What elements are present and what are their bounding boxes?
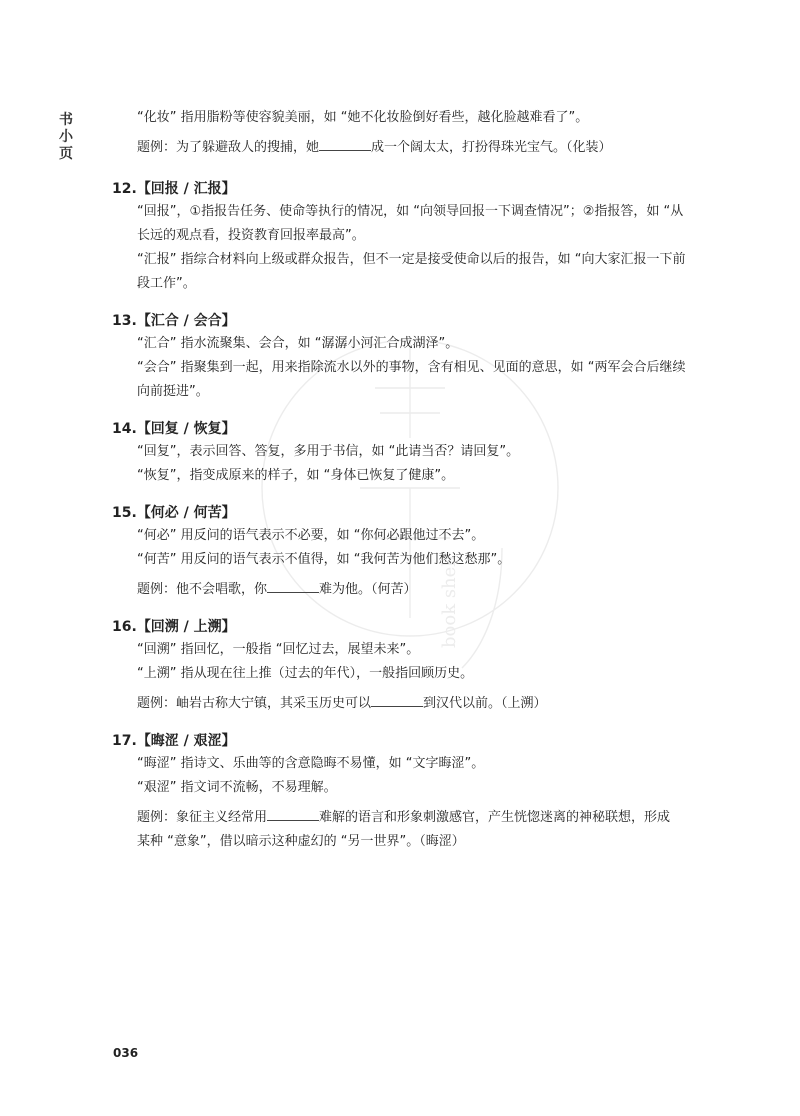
example-text: 成一个阔太太，打扮得珠光宝气。（化装）: [371, 140, 612, 155]
example-text: 到汉代以前。（上溯）: [423, 696, 547, 711]
main-content: [112, 106, 692, 854]
entry-line: 长远的观点看，投资教育回报率最高”。: [137, 228, 365, 243]
entry-heading: [112, 418, 692, 440]
entry-title: 【回报 / 汇报】: [136, 181, 236, 197]
logo-char: 书: [59, 112, 73, 128]
entry-line: “恢复”，指变成原来的样子，如 “身体已恢复了健康”。: [137, 468, 455, 483]
entry-heading: [112, 310, 692, 332]
entry-example: [112, 806, 692, 830]
page-number: 036: [113, 1046, 139, 1060]
example-text: 题例：象征主义经常用: [137, 810, 268, 825]
entry-example-line: 某种 “意象”，借以暗示这种虚幻的 “另一世界”。（晦涩）: [137, 834, 465, 849]
entry-14: [112, 418, 692, 488]
entry-line: “汇合” 指水流聚集、会合，如 “潺潺小河汇合成湖泽”。: [137, 336, 459, 351]
fill-blank: [371, 693, 423, 707]
watermark-text: book shelf: [439, 554, 460, 648]
fill-blank: [267, 579, 319, 593]
entry-line: “何苦” 用反问的语气表示不值得，如 “我何苦为他们愁这愁那”。: [137, 552, 511, 567]
entry-title: 【回溯 / 上溯】: [136, 619, 236, 635]
logo-char: 页: [59, 146, 73, 162]
entry-line: “回溯” 指回忆，一般指 “回忆过去，展望未来”。: [137, 642, 420, 657]
entry-15: [112, 502, 692, 602]
entry-example: [112, 578, 692, 602]
entry-line: “回复”，表示回答、答复，多用于书信，如 “此请当否？请回复”。: [137, 444, 520, 459]
entry-line: 向前挺进”。: [137, 384, 209, 399]
fill-blank: [319, 137, 371, 151]
entry-line: “艰涩” 指文词不流畅，不易理解。: [137, 780, 337, 795]
entry-line: “会合” 指聚集到一起，用来指除流水以外的事物，含有相见、见面的意思，如 “两军会合后继续: [137, 360, 686, 375]
entry-heading: [112, 178, 692, 200]
entry-number: 15.: [112, 505, 137, 521]
example-text: 题例：他不会唱歌，你: [137, 582, 268, 597]
brand-logo: [56, 112, 76, 163]
entry-line: “汇报” 指综合材料向上级或群众报告，但不一定是接受使命以后的报告，如 “向大家汇报一下前: [137, 252, 686, 267]
entry-line: “回报”，①指报告任务、使命等执行的情况，如 “向领导回报一下调查情况”；②指报答，如 “从: [137, 204, 684, 219]
entry-example: [112, 692, 692, 716]
entry-title: 【晦涩 / 艰涩】: [136, 733, 236, 749]
entry-13: [112, 310, 692, 404]
entry-number: 12.: [112, 181, 137, 197]
entry-title: 【汇合 / 会合】: [136, 313, 236, 329]
example-text: 难为他。（何苦）: [319, 582, 417, 597]
entry-17: [112, 730, 692, 854]
example-text: 难解的语言和形象刺激感官，产生恍惚迷离的神秘联想，形成: [319, 810, 671, 825]
example-text: 题例：为了躲避敌人的搜捕，她: [137, 140, 320, 155]
intro-line: “化妆” 指用脂粉等使容貌美丽，如 “她不化妆脸倒好看些，越化脸越难看了”。: [137, 110, 589, 125]
entry-heading: [112, 730, 692, 752]
entry-12: [112, 178, 692, 296]
entry-heading: [112, 502, 692, 524]
example-text: 题例：岫岩古称大宁镇，其采玉历史可以: [137, 696, 372, 711]
fill-blank: [267, 807, 319, 821]
intro-example: [112, 136, 692, 160]
entry-title: 【回复 / 恢复】: [136, 421, 236, 437]
entry-line: “晦涩” 指诗文、乐曲等的含意隐晦不易懂，如 “文字晦涩”。: [137, 756, 485, 771]
entry-line: “上溯” 指从现在往上推（过去的年代），一般指回顾历史。: [137, 666, 474, 681]
entry-number: 13.: [112, 313, 137, 329]
entry-number: 14.: [112, 421, 137, 437]
entry-16: [112, 616, 692, 716]
entry-line: “何必” 用反问的语气表示不必要，如 “你何必跟他过不去”。: [137, 528, 485, 543]
entry-heading: [112, 616, 692, 638]
entry-line: 段工作”。: [137, 276, 196, 291]
logo-char: 小: [59, 129, 73, 145]
entry-title: 【何必 / 何苦】: [136, 505, 236, 521]
entry-number: 17.: [112, 733, 137, 749]
entry-number: 16.: [112, 619, 137, 635]
